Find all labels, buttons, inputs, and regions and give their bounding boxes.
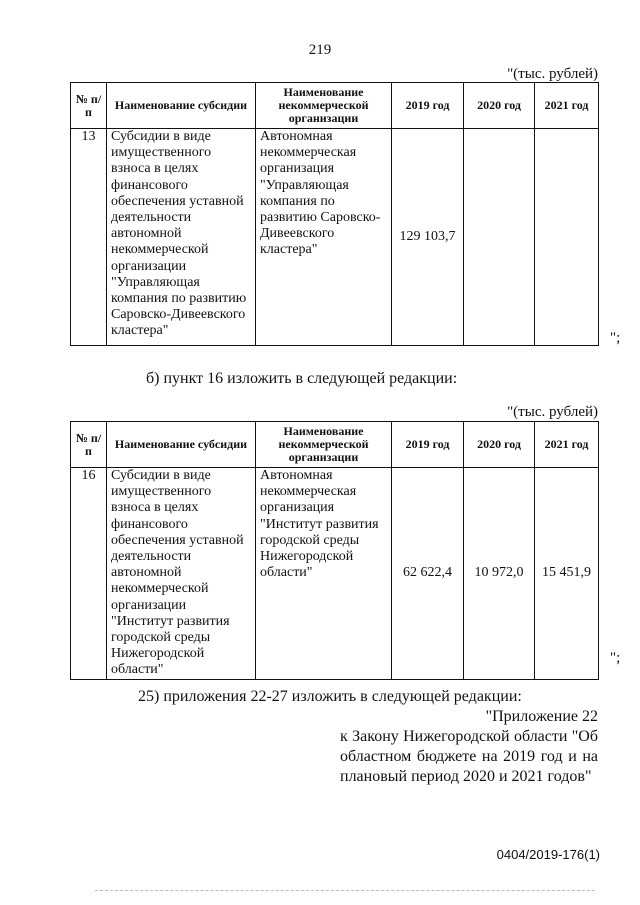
row-org-name: Автономная некоммерческая организация "Институт развития городской среды Нижегородской области" [256, 468, 392, 680]
row-value-2019: 129 103,7 [392, 129, 464, 346]
row-num: 16 [71, 468, 107, 680]
unit-label-table-2: "(тыс. рублей) [507, 404, 598, 420]
table-row [71, 129, 599, 346]
subsidy-table-2 [70, 421, 599, 680]
row-value-2019: 62 622,4 [392, 468, 464, 680]
appendix-title: "Приложение 22 [485, 708, 598, 725]
header-2019: 2019 год [392, 83, 464, 129]
table-1-closing: "; [610, 330, 621, 346]
header-org-name: Наименование некоммерческой организации [256, 83, 392, 129]
row-value-2021 [535, 129, 599, 346]
header-num: № п/п [71, 83, 107, 129]
header-num: № п/п [71, 422, 107, 468]
row-subsidy-name: Субсидии в виде имущественного взноса в целях финансового обеспечения уставной деятельности автономной некоммерческой организации "Институт развития городской среды Нижегородской области" [107, 468, 256, 680]
unit-label-table-1: "(тыс. рублей) [507, 66, 598, 82]
row-subsidy-name: Субсидии в виде имущественного взноса в целях финансового обеспечения уставной деятельности автономной некоммерческой организации "Управляющая компания по развитию Саровско-Дивеевского кластера" [107, 129, 256, 346]
header-2021: 2021 год [535, 83, 599, 129]
document-code: 0404/2019-176(1) [496, 847, 600, 862]
header-2020: 2020 год [464, 83, 535, 129]
row-num: 13 [71, 129, 107, 346]
subsidy-table-1 [70, 82, 599, 346]
header-2021: 2021 год [535, 422, 599, 468]
header-subsidy-name: Наименование субсидии [107, 83, 256, 129]
header-org-name: Наименование некоммерческой организации [256, 422, 392, 468]
table-header-row [71, 422, 599, 468]
paragraph-b: б) пункт 16 изложить в следующей редакции: [146, 370, 458, 387]
appendix-header [340, 707, 598, 787]
table-2-closing: "; [610, 650, 621, 666]
header-2019: 2019 год [392, 422, 464, 468]
table-header-row [71, 83, 599, 129]
row-org-name: Автономная некоммерческая организация "Управляющая компания по развитию Саровско-Дивеевского кластера" [256, 129, 392, 346]
table-row [71, 468, 599, 680]
bottom-divider [95, 890, 595, 891]
header-subsidy-name: Наименование субсидии [107, 422, 256, 468]
header-2020: 2020 год [464, 422, 535, 468]
paragraph-25: 25) приложения 22-27 изложить в следующей редакции: [138, 688, 522, 705]
row-value-2021: 15 451,9 [535, 468, 599, 680]
row-value-2020: 10 972,0 [464, 468, 535, 680]
row-value-2020 [464, 129, 535, 346]
appendix-law-reference: к Закону Нижегородской области "Об областном бюджете на 2019 год и на плановый период 2020 и 2021 годов" [340, 728, 598, 785]
page-number: 219 [308, 42, 332, 58]
